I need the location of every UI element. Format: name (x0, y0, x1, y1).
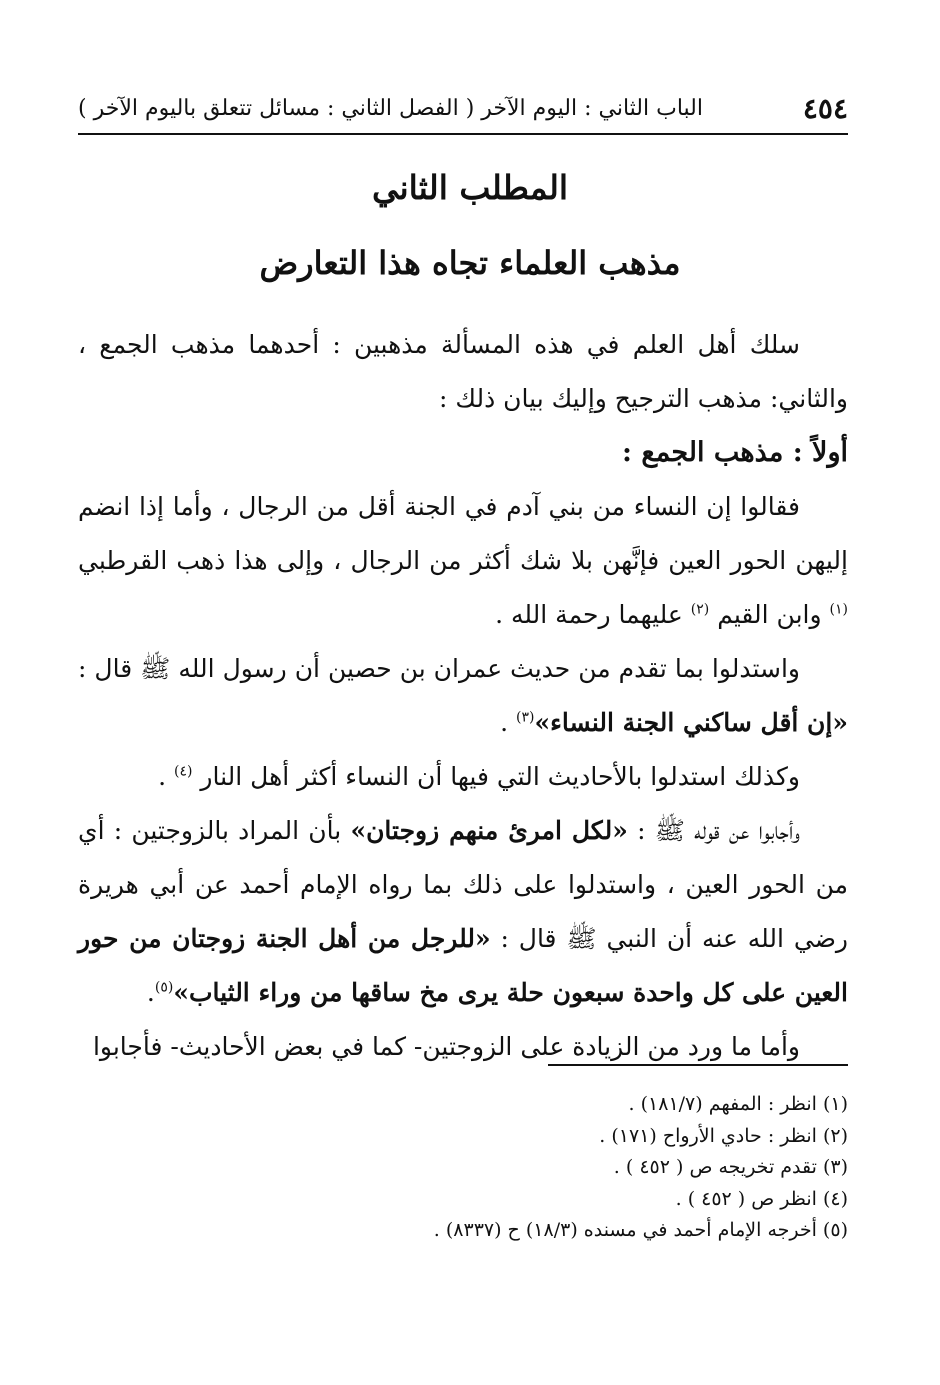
footnote-5: (٥) أخرجه الإمام أحمد في مسنده (١٨/٣) ح (٨٣٣٧) . (433, 1219, 848, 1241)
paragraph-answer-text-2: بأن المراد بالزوجتين : أي من الحور العين ، واستدلوا على ذلك بما رواه الإمام أحمد عن أبي هريرة رضي الله عنه أن النبي ﷺ قال : (78, 816, 848, 953)
footnote-ref-5: (٥) (154, 979, 174, 996)
hadith-quote-2: «لكل امرئ منهم زوجتان» (350, 816, 628, 845)
footnotes (78, 1089, 848, 1247)
footnote-ref-4: (٤) (173, 763, 193, 780)
paragraph-evidence-2-end: . (158, 762, 167, 791)
paragraph-evidence-2-text: وكذلك استدلوا بالأحاديث التي فيها أن النساء أكثر أهل النار (200, 762, 800, 791)
paragraph-answer (78, 804, 848, 1020)
paragraph-claim-text: فقالوا إن النساء من بني آدم في الجنة أقل من الرجال ، وأما إذا انضم إليهن الحور العين فإنَّهن بلا شك أكثر من الرجال ، وإلى هذا ذهب القرطبي (78, 492, 848, 575)
page-header (78, 88, 848, 132)
paragraph-answer-text: وأجابوا عن قوله ﷺ : (637, 816, 801, 845)
paragraph-claim-text-3: عليهما رحمة الله . (495, 600, 683, 629)
footnote-2: (٢) انظر : حادي الأرواح (١٧١) . (599, 1124, 848, 1147)
body-text (78, 318, 848, 1074)
paragraph-evidence (78, 642, 848, 750)
paragraph-evidence-text: واستدلوا بما تقدم من حديث عمران بن حصين أن رسول الله ﷺ قال : (78, 654, 800, 683)
paragraph-claim-text-2: وابن القيم (717, 600, 822, 629)
footnote-1: (١) انظر : المفهم (١٨١/٧) . (628, 1093, 848, 1115)
footnote-rule (548, 1064, 848, 1066)
paragraph-intro: سلك أهل العلم في هذه المسألة مذهبين : أحدهما مذهب الجمع ، والثاني: مذهب الترجيح وإليك بيان ذلك : (78, 330, 848, 413)
paragraph-claim (78, 480, 848, 642)
hadith-quote-1: «إن أقل ساكني الجنة النساء» (534, 708, 848, 737)
section-subtitle: مذهب العلماء تجاه هذا التعارض (259, 244, 681, 282)
subheading-jam: أولاً : مذهب الجمع : (622, 437, 848, 468)
hadith-quote-3: «للرجل من أهل الجنة زوجتان من حور العين على كل واحدة سبعون حلة يرى مخ ساقها من وراء الثياب» (78, 924, 848, 1007)
running-head: الباب الثاني : اليوم الآخر ( الفصل الثاني : مسائل تتعلق باليوم الآخر ) (78, 96, 703, 121)
footnote-ref-1: (١) (829, 601, 848, 618)
paragraph-evidence-end: . (500, 708, 509, 737)
footnote-4: (٤) انظر ص ( ٤٥٢ ) . (675, 1187, 848, 1210)
section-title: المطلب الثاني (371, 168, 569, 207)
footnote-ref-2: (٢) (690, 601, 710, 618)
footnote-ref-3: (٣) (516, 709, 535, 726)
paragraph-answer-end: . (146, 978, 155, 1007)
paragraph-continuation: وأما ما ورد من الزيادة على الزوجتين- كما في بعض الأحاديث- فأجابوا (92, 1032, 800, 1061)
footnote-3: (٣) تقدم تخريجه ص ( ٤٥٢ ) . (613, 1156, 848, 1178)
header-rule (78, 133, 848, 135)
page-number: ٤٥٤ (802, 92, 848, 125)
paragraph-evidence-2 (78, 750, 848, 804)
